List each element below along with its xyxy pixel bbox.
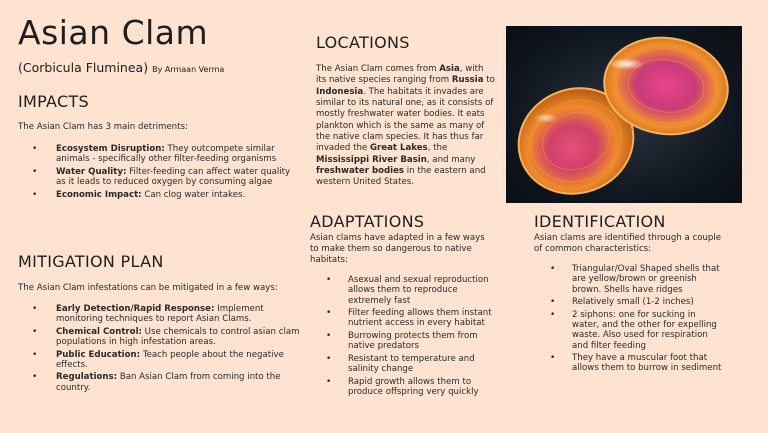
list-item: • Relatively small (1-2 inches) xyxy=(572,297,724,307)
impacts-heading: IMPACTS xyxy=(18,92,90,111)
asian-clam-photo xyxy=(506,26,742,203)
list-item: • They have a muscular foot that allows them to burrow in sediment xyxy=(572,353,724,374)
locations-section xyxy=(316,33,496,189)
mitigation-heading: MITIGATION PLAN xyxy=(18,252,164,271)
adaptations-list xyxy=(310,275,495,397)
mitigation-list xyxy=(18,304,300,393)
scientific-name: (Corbicula Fluminea) xyxy=(18,60,149,75)
list-item: • Chemical Control: Use chemicals to control asian clam populations in high infestation areas. xyxy=(56,327,300,348)
list-item: • Filter feeding allows them instant nutrient access in every habitat xyxy=(348,308,495,329)
list-item: • Rapid growth allows them to produce offspring very quickly xyxy=(348,377,495,398)
list-item: • Public Education: Teach people about the negative effects. xyxy=(56,350,300,371)
list-item: • Asexual and sexual reproduction allows them to reproduce extremely fast xyxy=(348,275,495,306)
identification-list xyxy=(534,264,724,374)
list-item: • Triangular/Oval Shaped shells that are yellow/brown or greenish brown. Shells have ridges xyxy=(572,264,724,295)
page-subtitle xyxy=(18,60,224,75)
adaptations-intro: Asian clams have adapted in a few ways to make them so dangerous to native habitats: xyxy=(310,233,485,265)
impacts-list xyxy=(18,144,296,200)
list-item: • Water Quality: Filter-feeding can affect water quality as it leads to reduced oxygen by consuming algae xyxy=(56,167,296,188)
list-item: • Resistant to temperature and salinity change xyxy=(348,354,495,375)
impacts-intro: The Asian Clam has 3 main detriments: xyxy=(18,122,188,132)
identification-heading: IDENTIFICATION xyxy=(534,212,666,231)
list-item: • Economic Impact: Can clog water intakes. xyxy=(56,190,296,200)
mitigation-section xyxy=(18,252,300,395)
list-item: • Early Detection/Rapid Response: Implement monitoring techniques to report Asian Clams. xyxy=(56,304,300,325)
locations-heading: LOCATIONS xyxy=(316,33,410,52)
impacts-section xyxy=(18,92,296,202)
list-item: • Burrowing protects them from native predators xyxy=(348,331,495,352)
list-item: • Ecosystem Disruption: They outcompete similar animals - specifically other filter-feeding organisms xyxy=(56,144,296,165)
adaptations-section xyxy=(310,212,495,399)
locations-body: The Asian Clam comes from Asia, with its native species ranging from Russia to Indonesia. The habitats it invades are similar to its natural one, as it consists of mostly freshwater water bodies. It eats plankton which is the same as many of the native clam species. It has thus far invaded the Great Lakes, the Mississippi River Basin, and many freshwater bodies in the eastern and western United States. xyxy=(316,64,495,188)
identification-section xyxy=(534,212,724,376)
author-credit: By Armaan Verma xyxy=(152,65,225,74)
adaptations-heading: ADAPTATIONS xyxy=(310,212,425,231)
identification-intro: Asian clams are identified through a couple of common characteristics: xyxy=(534,233,722,254)
list-item: • Regulations: Ban Asian Clam from coming into the country. xyxy=(56,372,300,393)
page-title: Asian Clam xyxy=(18,13,209,52)
clam-illustration xyxy=(506,26,742,203)
mitigation-intro: The Asian Clam infestations can be mitigated in a few ways: xyxy=(18,283,278,293)
highlight xyxy=(608,58,644,70)
list-item: • 2 siphons: one for sucking in water, and the other for expelling waste. Also used for respiration and filter feeding xyxy=(572,310,724,351)
